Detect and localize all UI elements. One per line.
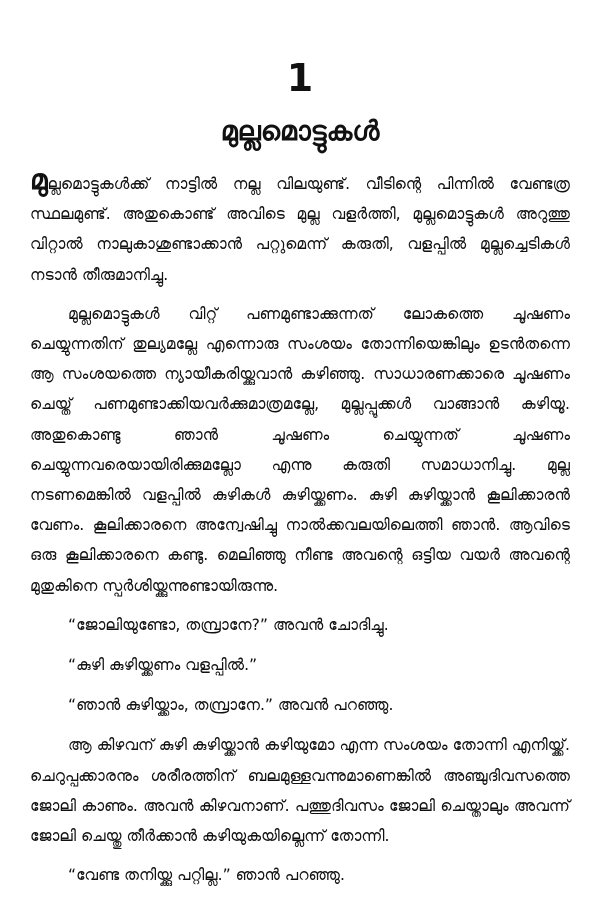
drop-cap: മു: [30, 163, 48, 196]
paragraph-text: ല്ലമൊട്ടുകൾക്ക് നാട്ടിൽ നല്ല വിലയുണ്ട്. വീടിന്റെ പിന്നിൽ വേണ്ടത്ര സ്ഥലമുണ്ട്. അതുകൊണ്ട് അവിടെ മുല്ല വളർത്തി, മുല്ലമൊട്ടുകൾ അറുത്തു വിറ്റാൽ നാലുകാശുണ്ടാക്കാൻ പറ്റുമെന്ന് കരുതി, വളപ്പിൽ മുല്ലച്ചെടികൾ നടാൻ തീരുമാനിച്ചു.: [30, 175, 570, 284]
paragraph-2: മുല്ലമൊട്ടുകൾ വിറ്റ് പണമുണ്ടാക്കുന്നത് ലോകത്തെ ചൂഷണം ചെയ്യുന്നതിന് തുല്യമല്ലേ എന്നൊരു സംശയം തോന്നിയെങ്കിലും ഉടൻതന്നെ ആ സംശയത്തെ ന്യായീകരിയ്ക്കുവാൻ കഴിഞ്ഞു. സാധാരണക്കാരെ ചൂഷണം ചെയ്ത് പണമുണ്ടാക്കിയവർക്കുമാത്രമല്ലേ, മുല്ലപ്പൂക്കൾ വാങ്ങാൻ കഴിയൂ. അതുകൊണ്ടു ഞാൻ ചൂഷണം ചെയ്യുന്നത് ചൂഷണം ചെയ്യുന്നവരെയായിരിക്കുമല്ലോ എന്നു കരുതി സമാധാനിച്ചു. മുല്ല നടണമെങ്കിൽ വളപ്പിൽ കുഴികൾ കുഴിയ്ക്കണം. കുഴി കുഴിയ്ക്കാൻ കൂലിക്കാരൻ വേണം. കൂലിക്കാരനെ അന്വേഷിച്ചു നാൽക്കവലയിലെത്തി ഞാൻ. ആവിടെ ഒരു കൂലിക്കാരനെ കണ്ടു. മെലിഞ്ഞു നീണ്ട അവന്റെ ഒട്ടിയ വയർ അവന്റെ മുതുകിനെ സ്പർശിയ്ക്കുന്നുണ്ടായിരുന്നു.: [30, 304, 570, 595]
chapter-body: [30, 165, 570, 900]
dialogue-line-3: “ഞാൻ കുഴിയ്ക്കാം, തമ്പ്രാനേ.” അവൻ പറഞ്ഞു.: [68, 696, 394, 715]
dialogue-line-2: “കുഴി കുഴിയ്ക്കണം വളപ്പിൽ.”: [68, 656, 258, 675]
paragraph-6: ആ കിഴവന് കുഴി കുഴിയ്ക്കാൻ കഴിയുമോ എന്ന സംശയം തോന്നി എനിയ്ക്ക്. ചെറുപ്പക്കാരനും ശരീരത്തിന് ബലമുള്ളവന്നുമാണെങ്കിൽ അഞ്ചുദിവസത്തെ ജോലി കാണും. അവൻ കിഴവനാണ്. പത്തുദിവസം ജോലി ചെയ്താലും അവന്ന് ജോലി ചെയ്തു തീർക്കാൻ കഴിയുകയില്ലെന്ന് തോന്നി.: [30, 736, 570, 846]
chapter-number: 1: [286, 56, 314, 100]
paragraph-1: [30, 165, 570, 290]
chapter-title: മുല്ലമൊട്ടുകൾ: [220, 116, 380, 147]
dialogue-line-4: “വേണ്ട തനിയ്ക്കു പറ്റില്ല.” ഞാൻ പറഞ്ഞു.: [68, 866, 346, 885]
dialogue-line-1: “ജോലിയുണ്ടോ, തമ്പ്രാനേ?” അവൻ ചോദിച്ചു.: [68, 615, 389, 634]
